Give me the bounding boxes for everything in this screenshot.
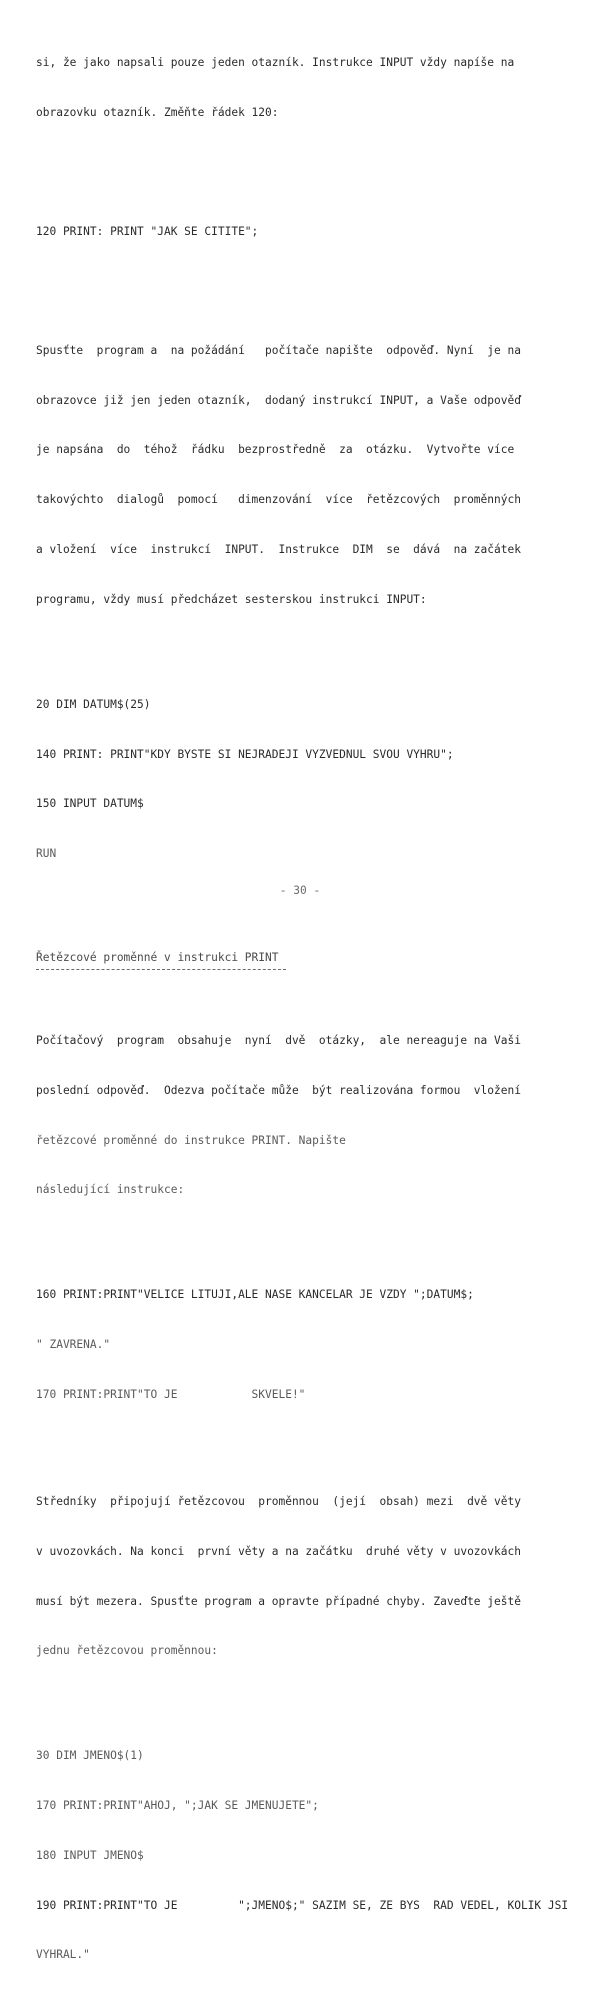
code-line: 30 DIM JMENO$(1) bbox=[36, 1749, 144, 1763]
text-line: musí být mezera. Spusťte program a opravte případné chyby. Zaveďte ještě bbox=[36, 1594, 521, 1608]
code-line: VYHRAL." bbox=[36, 1948, 90, 1962]
code-line: 20 DIM DATUM$(25) bbox=[36, 697, 151, 711]
text-line: Spusťte program a na požádání počítače napište odpověď. Nyní je na bbox=[36, 343, 521, 357]
page-number: - 30 - bbox=[279, 884, 321, 897]
text-line: programu, vždy musí předcházet sesterskou instrukci INPUT: bbox=[36, 592, 427, 606]
text-line: si, že jako napsali pouze jeden otazník. Instrukce INPUT vždy napíše na bbox=[36, 56, 515, 70]
text-line: Počítačový program obsahuje nyní dvě otázky, ale nereaguje na Vaši bbox=[36, 1034, 521, 1048]
text-line: v uvozovkách. Na konci první věty a na začátku druhé věty v uvozovkách bbox=[36, 1544, 521, 1558]
code-line: 170 PRINT:PRINT"TO JE SKVELE!" bbox=[36, 1387, 306, 1401]
text-line: Středníky připojují řetězcovou proměnnou (její obsah) mezi dvě věty bbox=[36, 1494, 521, 1508]
code-line: 120 PRINT: PRINT "JAK SE CITITE"; bbox=[36, 224, 259, 238]
section-heading-text: Řetězcové proměnné v instrukci PRINT bbox=[36, 950, 279, 964]
code-line: RUN bbox=[36, 847, 57, 861]
code-line: 190 PRINT:PRINT"TO JE ";JMENO$;" SAZIM SE, ZE BYS RAD VEDEL, KOLIK JSI bbox=[36, 1898, 569, 1912]
intro-paragraph bbox=[36, 22, 576, 155]
text-line: a vložení více instrukcí INPUT. Instrukce DIM se dává na začátek bbox=[36, 543, 521, 557]
code-line: 160 PRINT:PRINT"VELICE LITUJI,ALE NASE KANCELAR JE VZDY ";DATUM$; bbox=[36, 1288, 474, 1302]
code-block-print-datum bbox=[36, 1254, 576, 1437]
code-line: 140 PRINT: PRINT"KDY BYSTE SI NEJRADEJI VYZVEDNUL SVOU VYHRU"; bbox=[36, 747, 454, 761]
code-line: 150 INPUT DATUM$ bbox=[36, 797, 144, 811]
section-heading bbox=[36, 950, 576, 970]
code-line: 170 PRINT:PRINT"AHOJ, ";JAK SE JMENUJETE"; bbox=[36, 1799, 319, 1813]
code-line: 180 INPUT JMENO$ bbox=[36, 1848, 144, 1862]
text-line: následující instrukce: bbox=[36, 1183, 185, 1197]
text-line: jednu řetězcovou proměnnou: bbox=[36, 1644, 218, 1658]
text-line: řetězcové proměnné do instrukce PRINT. Napište bbox=[36, 1133, 346, 1147]
text-line: obrazovku otazník. Změňte řádek 120: bbox=[36, 105, 279, 119]
paragraph-stredniky bbox=[36, 1461, 576, 1693]
code-line: " ZAVRENA." bbox=[36, 1338, 111, 1352]
document-page bbox=[36, 22, 576, 1997]
text-line: obrazovce již jen jeden otazník, dodaný instrukcí INPUT, a Vaše odpověď bbox=[36, 393, 521, 407]
code-block-line-120 bbox=[36, 191, 576, 274]
code-block-jmeno bbox=[36, 1715, 576, 1997]
paragraph-spustte bbox=[36, 310, 576, 642]
text-line: je napsána do téhož řádku bezprostředně za otázku. Vytvořte více bbox=[36, 443, 515, 457]
paragraph-pocitacovy bbox=[36, 1000, 576, 1232]
text-line: takovýchto dialogů pomocí dimenzování více řetězcových proměnných bbox=[36, 493, 521, 507]
code-block-dim-datum bbox=[36, 664, 576, 896]
text-line: poslední odpověď. Odezva počítače může být realizována formou vložení bbox=[36, 1083, 521, 1097]
